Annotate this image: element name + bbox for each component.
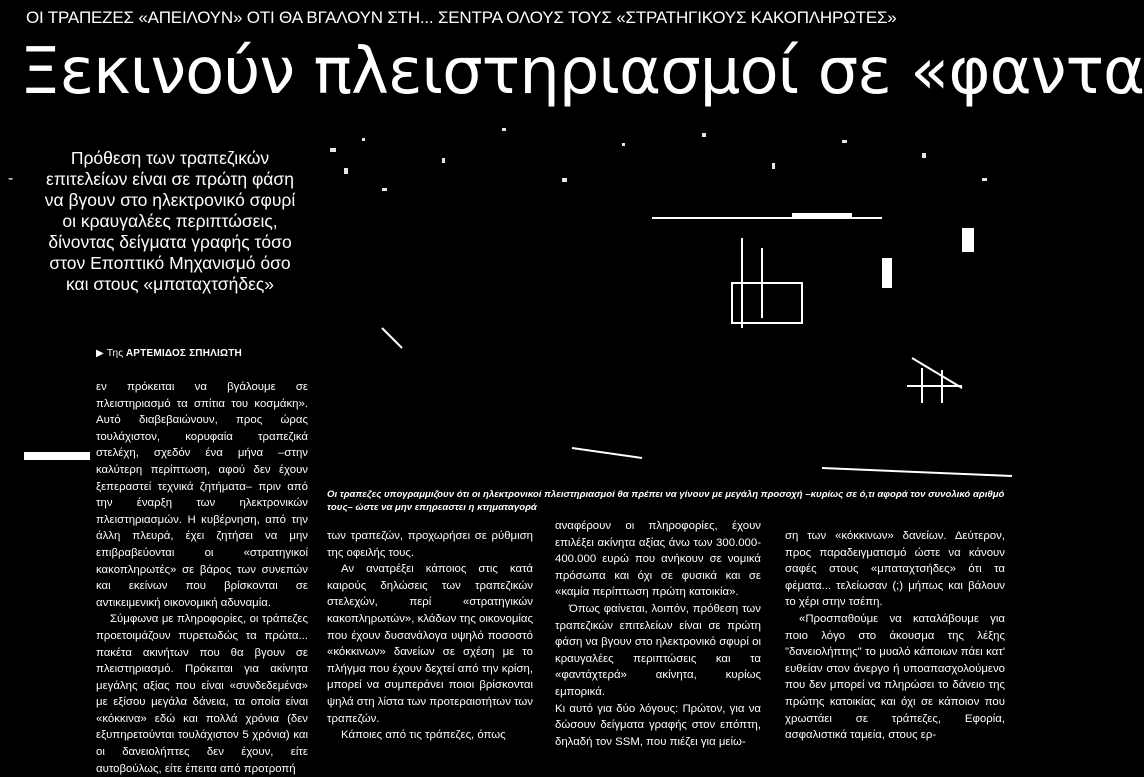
column-1: [96, 379, 308, 777]
paragraph: των τραπεζών, προχωρήσει σε ρύθμιση της οφειλής τους.: [327, 530, 533, 559]
paragraph: Κάποιες από τις τράπεζες, όπως: [341, 729, 506, 742]
column-2: [327, 528, 533, 744]
side-rule: [24, 452, 90, 460]
paragraph: Κι αυτό για δύο λόγους: Πρώτον, για να δώσουν δείγματα γραφής στον επόπτη, δηλαδή τον SSM, που πιέζει για μείω-: [555, 702, 761, 748]
article-photo: [322, 118, 1024, 484]
column-4: [785, 528, 1005, 744]
paragraph: «Προσπαθούμε να καταλάβουμε για ποιο λόγο στο άκουσμα της λέξης "δανειολήπτης" το μυαλό κάποιων πάει κατ' ευθείαν στον άνεργο ή υποαπασχολούμενο που δεν μπορεί να πληρώσει το δάνειο της πρώτης κατοικίας και όχι σε κάποιον που χρωστάει σε τράπεζες, Εφορία, ασφαλιστικά ταμεία, στους ερ-: [785, 612, 1005, 742]
triangle-icon: ▶: [96, 348, 104, 359]
column-3: [555, 518, 761, 750]
paragraph: αναφέρουν οι πληροφορίες, έχουν επιλέξει ακίνητα αξίας άνω των 300.000-400.000 ευρώ που ανήκουν σε νομικά πρόσωπα και όχι σε φυσικά και σε «καμία περίπτωση πρώτη κατοικία».: [555, 520, 761, 599]
paragraph: Όπως φαίνεται, λοιπόν, πρόθεση των τραπεζικών επιτελείων είναι σε πρώτη φάση να βγουν στο ηλεκτρονικό σφυρί οι κραυγαλέες περιπτώσεις και τα «φαντάχτερά» ακίνητα, κυρίως εμπορικά.: [555, 602, 761, 698]
headline: Ξεκινούν πλειστηριασμοί σε «φαντα: [20, 35, 1144, 109]
paragraph: εν πρόκειται να βγάλουμε σε πλειστηριασμό τα σπίτια του κοσμάκη». Αυτό διαβεβαιώνουν, προς ώρας τουλάχιστον, κορυφαία τραπεζικά στελέχη, σχεδόν ένα μήνα –στην καλύτερη περίπτωση, αφού δεν έχουν ξεπεραστεί τεχνικά ζητήματα– πριν από την έναρξη των ηλεκτρονικών πλειστηριασμών. Η κυβέρνηση, από την άλλη πλευρά, έχει ζητήσει να μην επιβραβεύονται οι «στρατηγικοί κακοπληρωτές» σε βάρος των συνεπών και εκείνων που βρίσκονται σε αντικειμενική οικονομική αδυναμία.: [96, 381, 308, 609]
photo-caption: Οι τραπεζες υπογραμμιζουν ότι οι ηλεκτρονικοί πλειστηριασμοί θα πρέπει να γίνουν με μεγάλη προσοχή –κυρίως σε ό,τι αφορά τον συνολικό αριθμό τους– ώστε να μην επηρεαστει η κτηματαγορά: [327, 489, 1005, 513]
byline-author: ΑΡΤΕΜΙΔΟΣ ΣΠΗΛΙΩΤΗ: [125, 348, 242, 359]
paragraph: ση των «κόκκινων» δανείων. Δεύτερον, προς παραδειγματισμό ώστε να κάνουν σαφές στους «μπαταχτσήδες» ότι τα φέματα... τελείωσαν (;) μήπως και βάλουν το χέρι στην τσέπη.: [785, 530, 1005, 609]
byline-prefix: Της: [106, 348, 124, 359]
paragraph: Αν ανατρέξει κάποιος στις κατά καιρούς δηλώσεις των τραπεζικών στελεχών, περί «στρατηγικών κακοπληρωτών», κλάδων της οικονομίας που έχουν δυσανάλογα υψηλό ποσοστό «κόκκινων» δανείων σε σχέση με το πλήγμα που έχουν δεχτεί από την κρίση, μπορεί να συμπεράνει ποιοι βρίσκονται ψηλά στη λίστα των προτεραιοτήτων των τραπεζών.: [327, 563, 533, 725]
paragraph: Σύμφωνα με πληροφορίες, οι τράπεζες προετοιμάζουν πυρετωδώς τα πρώτα... πακέτα ακινήτων που θα βγουν σε πλειστηριασμό. Πρόκειται για ακίνητα μεγάλης αξίας που είναι «συνδεδεμένα» με εξίσου μεγάλα δάνεια, τα οποία είναι «κόκκινα» εδώ και πολλά χρόνια (δεν εξυπηρετούνται τουλάχιστον 5 χρόνια) και οι δανειολήπτες δεν έχουν, είτε αυτοβούλως, είτε έπειτα από προτροπή: [96, 613, 308, 775]
standfirst: Πρόθεση των τραπεζικών επιτελείων είναι σε πρώτη φάση να βγουν στο ηλεκτρονικό σφυρί οι κραυγαλέες περιπτώσεις, δίνοντας δείγματα γραφής τόσο στον Εποπτικό Μηχανισμό όσο και στους «μπαταχτσήδες»: [44, 148, 296, 294]
byline: [96, 348, 242, 359]
bullet-dash: -: [8, 170, 14, 187]
kicker: ΟΙ ΤΡΑΠΕΖΕΣ «ΑΠΕΙΛΟΥΝ» ΟΤΙ ΘΑ ΒΓΑΛΟΥΝ ΣΤΗ... ΣΕΝΤΡΑ ΟΛΟΥΣ ΤΟΥΣ «ΣΤΡΑΤΗΓΙΚΟΥΣ ΚΑΚΟΠΛΗΡΩΤΕΣ»: [26, 8, 897, 27]
